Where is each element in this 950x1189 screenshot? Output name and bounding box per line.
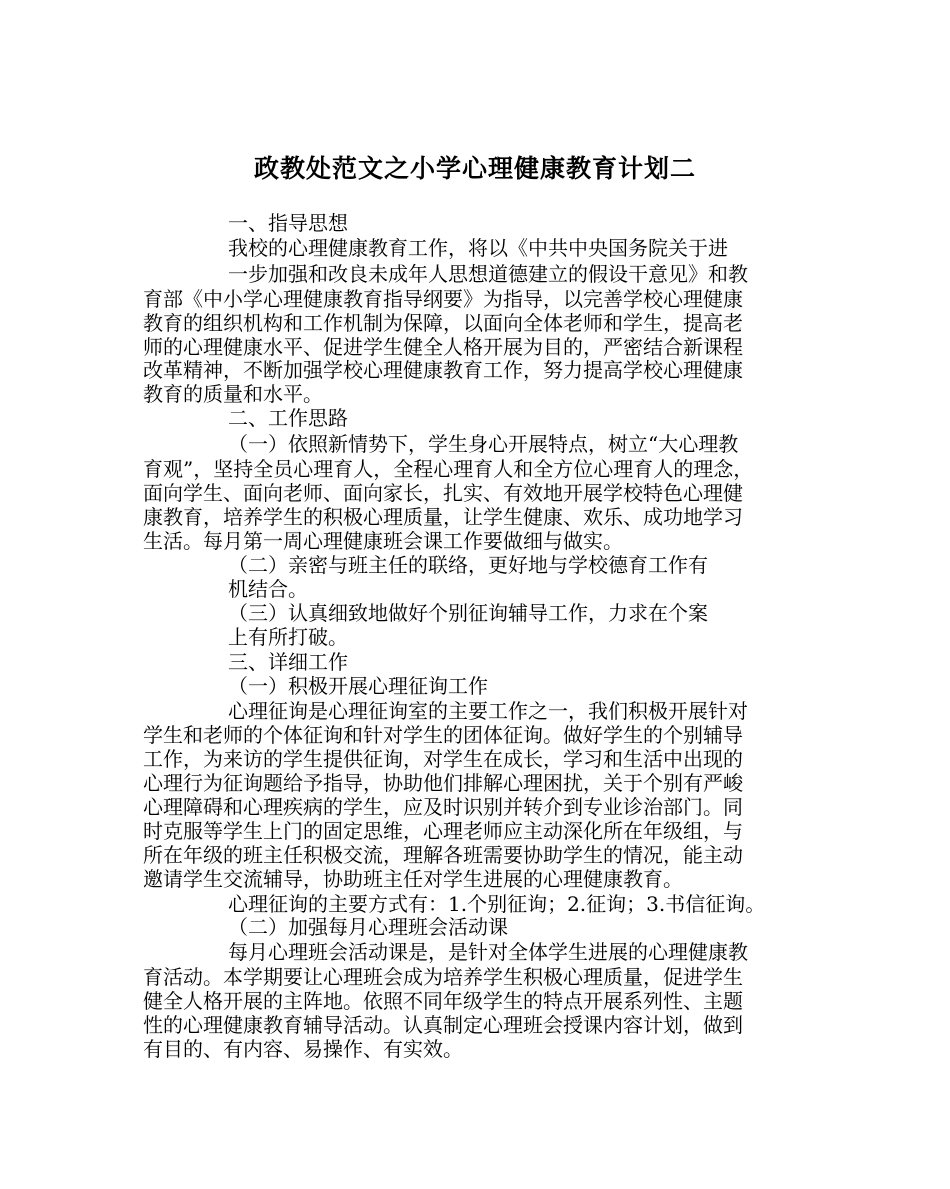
paragraph-line: 邀请学生交流辅导，协助班主任对学生进展的心理健康教育。: [143, 867, 683, 891]
paragraph-line: 上有所打破。: [228, 625, 348, 649]
paragraph-line: 健全人格开展的主阵地。依照不同年级学生的特点开展系列性、主题: [143, 989, 743, 1013]
paragraph-line: 机结合。: [228, 577, 308, 601]
paragraph-line: 每月心理班会活动课是，是针对全体学生进展的心理健康教: [228, 940, 748, 964]
paragraph-line: 一步加强和改良未成年人思想道德建立的假设干意见》和教: [228, 262, 748, 286]
paragraph-line: 所在年级的班主任积极交流，理解各班需要协助学生的情况，能主动: [143, 843, 743, 867]
paragraph-line: （一）依照新情势下，学生身心开展特点，树立“大心理教: [228, 432, 739, 456]
paragraph-line: 教育的组织机构和工作机制为保障，以面向全体老师和学生，提高老: [143, 311, 743, 335]
paragraph-line: （二）亲密与班主任的联络，更好地与学校德育工作有: [228, 553, 708, 577]
paragraph-line: 生活。每月第一周心理健康班会课工作要做细与做实。: [143, 529, 623, 553]
document-title: 政教处范文之小学心理健康教育计划二: [253, 153, 696, 183]
heading-guiding-ideology: 一、指导思想: [228, 211, 348, 235]
subheading-counseling: （一）积极开展心理征询工作: [228, 674, 488, 698]
paragraph-line: 性的心理健康教育辅导活动。认真制定心理班会授课内容计划，做到: [143, 1013, 743, 1037]
paragraph-line: 工作，为来访的学生提供征询，对学生在成长，学习和生活中出现的: [143, 747, 743, 771]
heading-work-approach: 二、工作思路: [228, 406, 348, 430]
paragraph-line: 时克服等学生上门的固定思维，心理老师应主动深化所在年级组，与: [143, 819, 743, 843]
paragraph-line: 有目的、有内容、易操作、有实效。: [143, 1037, 463, 1061]
paragraph-line: 育活动。本学期要让心理班会成为培养学生积极心理质量，促进学生: [143, 965, 743, 989]
subheading-class-meeting: （二）加强每月心理班会活动课: [228, 915, 508, 939]
paragraph-line: 教育的质量和水平。: [143, 382, 323, 406]
paragraph-line: 育观”，坚持全员心理育人，全程心理育人和全方位心理育人的理念，: [143, 457, 754, 481]
paragraph-line: （三）认真细致地做好个别征询辅导工作，力求在个案: [228, 601, 708, 625]
paragraph-line: 心理障碍和心理疾病的学生，应及时识别并转介到专业诊治部门。同: [143, 795, 743, 819]
paragraph-line: 育部《中小学心理健康教育指导纲要》为指导，以完善学校心理健康: [143, 287, 743, 311]
paragraph-line: 学生和老师的个体征询和针对学生的团体征询。做好学生的个别辅导: [143, 723, 743, 747]
paragraph-line: 师的心理健康水平、促进学生健全人格开展为目的，严密结合新课程: [143, 335, 743, 359]
heading-specific-work: 三、详细工作: [228, 650, 348, 674]
paragraph-line: 我校的心理健康教育工作，将以《中共中央国务院关于进: [228, 236, 728, 260]
paragraph-line: 康教育，培养学生的积极心理质量，让学生健康、欢乐、成功地学习: [143, 505, 743, 529]
paragraph-line: 心理征询是心理征询室的主要工作之一，我们积极开展针对: [228, 699, 748, 723]
paragraph-line: 面向学生、面向老师、面向家长，扎实、有效地开展学校特色心理健: [143, 481, 743, 505]
paragraph-line: 心理征询的主要方式有：1.个别征询；2.征询；3.书信征询。: [228, 892, 766, 916]
paragraph-line: 改革精神，不断加强学校心理健康教育工作，努力提高学校心理健康: [143, 358, 743, 382]
paragraph-line: 心理行为征询题给予指导，协助他们排解心理困扰，关于个别有严峻: [143, 771, 743, 795]
